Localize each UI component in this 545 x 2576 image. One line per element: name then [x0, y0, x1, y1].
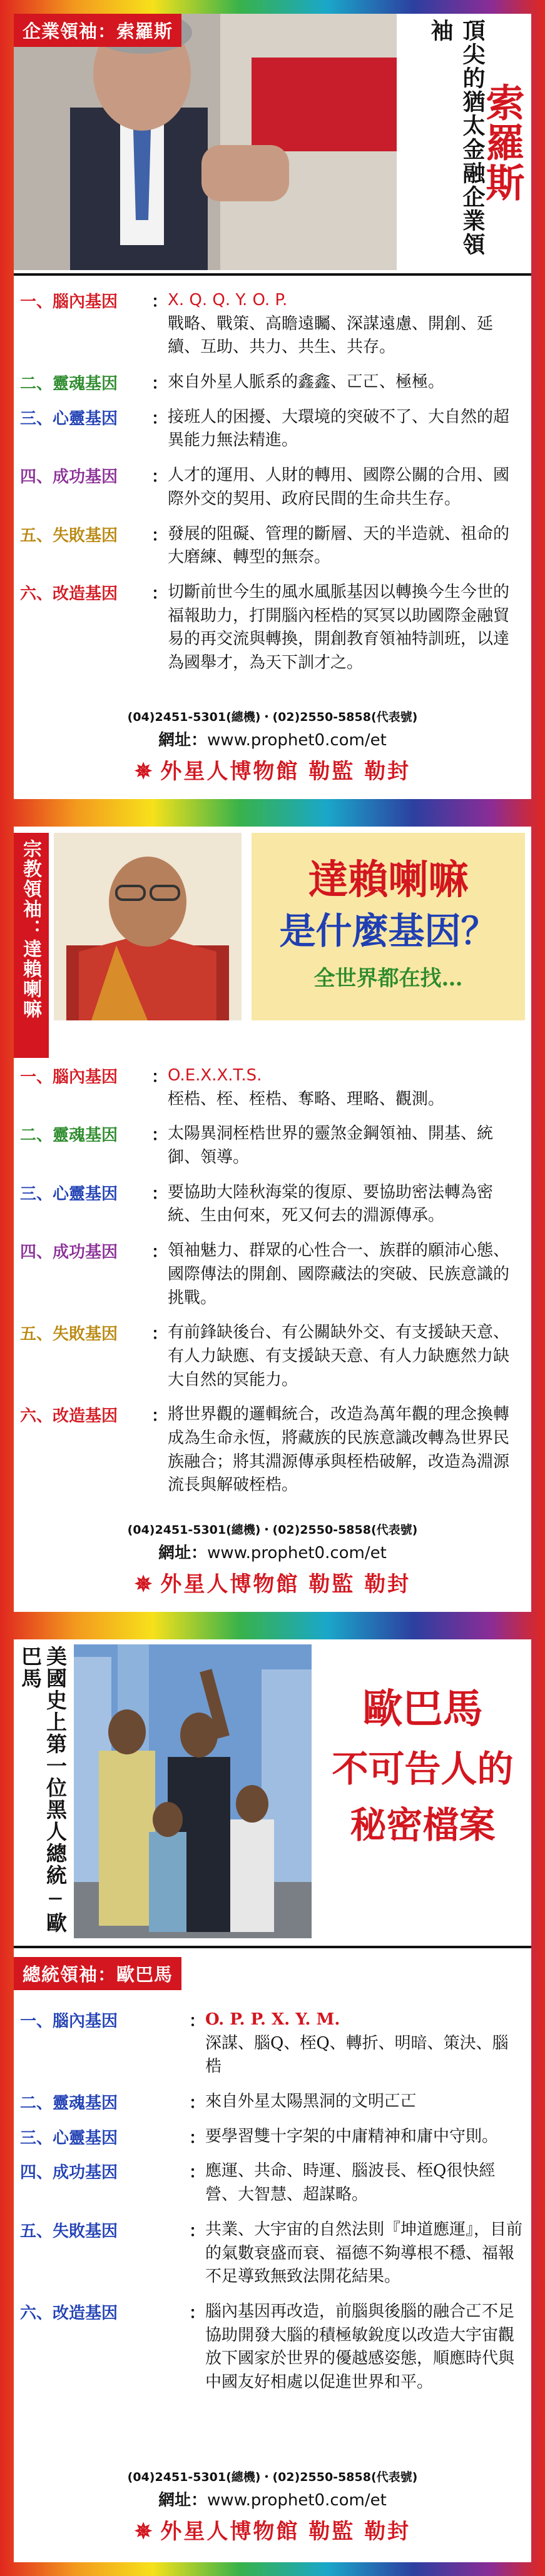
- gene-value: O.E.X.X.T.S.: [168, 1066, 262, 1085]
- obama-family-photo: [74, 1644, 312, 1938]
- gene-list: [20, 1064, 524, 1509]
- dalai-lama-photo: [54, 833, 242, 1020]
- gene-value: 有前鋒缺後台、有公關缺外交、有支援缺天意、有人力缺應、有支援缺天意、有人力缺應然力缺大自然的冥能力。: [168, 1323, 510, 1389]
- gene-row: 五、失敗基因 ： 共業、大宇宙的自然法則『坤道應運』，目前的氣數衰盛而衰、福德不夠導根不穩、福報不足導致無致法開花結果。: [20, 2218, 524, 2289]
- gene-value: X. Q. Q. Y. O. P.: [168, 291, 288, 309]
- gene-row: 五、失敗基因 ： 發展的阻礙、管理的斷層、天的半造就、祖命的大磨練、轉型的無奈。: [20, 523, 524, 570]
- gene-value: 要協助大陸秋海棠的復原、要協助密法轉為密統、生由何來，死又何去的淵源傳承。: [168, 1182, 494, 1225]
- vertical-title: 美國史上第一位黑人總統─歐巴馬: [18, 1646, 68, 1934]
- gene-row: 五、失敗基因 ： 有前鋒缺後台、有公關缺外交、有支援缺天意、有人力缺應、有支援缺天意、有人力缺應然力缺大自然的冥能力。: [20, 1321, 524, 1392]
- gene-label: 六、改造基因: [20, 584, 118, 603]
- gene-value: O. P. P. X. Y. M.: [205, 2010, 340, 2029]
- gene-label: 四、成功基因: [20, 468, 118, 487]
- website-link[interactable]: www.prophet0.com/et: [207, 731, 387, 750]
- gene-row: 三、心靈基因 ： 要學習雙十字架的中庸精神和庸中守則。: [20, 2125, 524, 2149]
- contact-block: [14, 1521, 531, 1597]
- gene-label: 六、改造基因: [20, 2303, 118, 2323]
- gene-extra: 桎梏、桎、桎梏、奪略、理略、觀測。: [168, 1089, 445, 1109]
- gene-row: 四、成功基因 ： 應運、共命、時運、腦波長、桎Q很快經營、大智慧、超謀略。: [20, 2160, 524, 2206]
- gene-value: 接班人的困擾、大環境的突破不了、大自然的超異能力無法精進。: [168, 407, 510, 450]
- gene-value: 將世界觀的邏輯統合，改造為萬年觀的理念換轉成為生命永恆，將藏族的民族意識改轉為世界民族融合；將其淵源傳承與桎梏破解，改造為淵源流長與解破桎梏。: [168, 1405, 510, 1495]
- gene-row: 四、成功基因 ： 領袖魅力、群眾的心性合一、族群的願沛心態、國際傳法的開創、國際藏法的突破、民族意識的挑戰。: [20, 1239, 524, 1310]
- panel-dalai-lama: [0, 813, 545, 1626]
- leader-tag-vertical: 宗教領袖：達賴喇嘛: [14, 833, 49, 1058]
- web-label: 網址：: [158, 731, 208, 750]
- subtitle: 全世界都在找…: [313, 966, 463, 991]
- headline-small: 頂尖的猶太金融企業領袖: [427, 19, 486, 256]
- gene-row: 三、心靈基因 ： 接班人的困擾、大環境的突破不了、大自然的超異能力無法精進。: [20, 406, 524, 453]
- gene-list: [20, 289, 524, 687]
- gene-label: 五、失敗基因: [20, 526, 118, 545]
- gene-row: 六、改造基因 ： 腦內基因再改造，前腦與後腦的融合𠀀不足協助開發大腦的積極敏銳度以改造大宇宙觀放下國家於世界的優越感姿態，順應時代與中國友好相處以促進世界和平。: [20, 2300, 524, 2395]
- contact-block: [14, 708, 531, 785]
- panel-dalai-lama-inner: [14, 827, 531, 1612]
- gene-label: 二、靈魂基因: [20, 2094, 118, 2113]
- gene-row: 二、靈魂基因 ： 來自外星太陽黑洞的文明𠀀𠀀: [20, 2090, 524, 2114]
- divider: [14, 273, 531, 276]
- leader-tag: 總統領袖：歐巴馬: [14, 1957, 181, 1990]
- headline-name: 索羅斯: [479, 83, 525, 203]
- seal-text: 外星人博物館 勒監 勒封: [160, 759, 411, 784]
- website-link[interactable]: www.prophet0.com/et: [207, 1544, 387, 1562]
- gene-value: 切斷前世今生的風水風脈基因以轉換今生今世的福報助力，打開腦內桎梏的冥冥以助國際金融貿易的再交流與轉換，開創教育領袖特訓班，以達為國舉才，為天下訓才之。: [168, 582, 510, 672]
- website-link[interactable]: www.prophet0.com/et: [207, 2491, 387, 2510]
- gene-list: [20, 2008, 524, 2406]
- gene-value: 來自外星人脈系的鑫鑫、𠀀𠀀、極極。: [168, 373, 445, 392]
- gene-label: 三、心靈基因: [20, 1184, 118, 1204]
- gene-label: 五、失敗基因: [20, 2221, 118, 2241]
- star-icon: ✵: [134, 1572, 155, 1597]
- gene-label: 一、腦內基因: [20, 293, 118, 311]
- gene-value: 共業、大宇宙的自然法則『坤道應運』，目前的氣數衰盛而衰、福德不夠導根不穩、福報不足導致無致法開花結果。: [205, 2220, 523, 2287]
- panel-soros-inner: [14, 14, 531, 799]
- phone-numbers: (04)2451-5301(總機)・(02)2550-5858(代表號): [127, 2470, 418, 2484]
- title-box: [318, 1652, 527, 1927]
- main-title: 達賴喇嘛: [308, 857, 469, 903]
- gene-label: 五、失敗基因: [20, 1325, 118, 1344]
- gene-row: 六、改造基因 ： 將世界觀的邏輯統合，改造為萬年觀的理念換轉成為生命永恆，將藏族的民族意識改轉為世界民族融合；將其淵源傳承與桎梏破解，改造為淵源流長與解破桎梏。: [20, 1403, 524, 1497]
- gene-row: 六、改造基因 ： 切斷前世今生的風水風脈基因以轉換今生今世的福報助力，打開腦內桎梏的冥冥以助國際金融貿易的再交流與轉換，開創教育領袖特訓班，以達為國舉才，為天下訓才之。: [20, 581, 524, 675]
- gene-label: 一、腦內基因: [20, 1068, 118, 1087]
- gene-label: 四、成功基因: [20, 2163, 118, 2183]
- gene-label: 六、改造基因: [20, 1407, 118, 1426]
- gene-row: 一、腦內基因 ： O.E.X.X.T.S. 桎梏、桎、桎梏、奪略、理略、觀測。: [20, 1064, 524, 1111]
- main-title-line3: 秘密檔案: [350, 1804, 496, 1846]
- main-title-line2: 不可告人的: [332, 1748, 514, 1790]
- main-title-line2: 是什麼基因？: [279, 910, 497, 952]
- gene-value: 發展的阻礙、管理的斷層、天的半造就、祖命的大磨練、轉型的無奈。: [168, 524, 510, 567]
- gene-value: 太陽異洞桎梏世界的靈煞金鋼領袖、開基、統御、領導。: [168, 1124, 494, 1167]
- gene-label: 三、心靈基因: [20, 2128, 118, 2148]
- panel-obama-inner: [14, 1639, 531, 2562]
- gene-extra: 深謀、腦Q、桎Q、轉折、明暗、策決、腦梏: [205, 2033, 509, 2076]
- phone-numbers: (04)2451-5301(總機)・(02)2550-5858(代表號): [127, 710, 418, 724]
- panel-obama: [0, 1626, 545, 2576]
- gene-label: 一、腦內基因: [20, 2012, 118, 2031]
- seal-text: 外星人博物館 勒監 勒封: [160, 2519, 411, 2544]
- web-label: 網址：: [158, 2491, 208, 2510]
- gene-label: 二、靈魂基因: [20, 375, 118, 394]
- gene-row: 三、心靈基因 ： 要協助大陸秋海棠的復原、要協助密法轉為密統、生由何來，死又何去的淵源傳承。: [20, 1181, 524, 1228]
- gene-extra: 戰略、戰策、高瞻遠矚、深謀遠慮、開創、延續、互助、共力、共生、共存。: [168, 314, 494, 357]
- main-title: 歐巴馬: [362, 1686, 483, 1733]
- panel-soros: [0, 0, 545, 813]
- star-icon: ✵: [134, 2519, 155, 2544]
- gene-value: 來自外星太陽黑洞的文明𠀀𠀀: [205, 2092, 417, 2111]
- gene-row: 二、靈魂基因 ： 太陽異洞桎梏世界的靈煞金鋼領袖、開基、統御、領導。: [20, 1122, 524, 1169]
- gene-value: 腦內基因再改造，前腦與後腦的融合𠀀不足協助開發大腦的積極敏銳度以改造大宇宙觀放下國家於世界的優越感姿態，順應時代與中國友好相處以促進世界和平。: [205, 2302, 515, 2392]
- leader-tag: 企業領袖：索羅斯: [14, 14, 181, 47]
- web-label: 網址：: [158, 1544, 208, 1562]
- gene-value: 人才的運用、人財的轉用、國際公關的合用、國際外交的契用、政府民間的生命共生存。: [168, 466, 510, 508]
- gene-row: 一、腦內基因 ： X. Q. Q. Y. O. P. 戰略、戰策、高瞻遠矚、深謀遠慮、開創、延續、互助、共力、共生、共存。: [20, 289, 524, 360]
- gene-value: 應運、共命、時運、腦波長、桎Q很快經營、大智慧、超謀略。: [205, 2161, 496, 2205]
- gene-value: 要學習雙十字架的中庸精神和庸中守則。: [205, 2126, 499, 2146]
- gene-row: 一、腦內基因 ： O. P. P. X. Y. M. 深謀、腦Q、桎Q、轉折、明暗、策決、腦梏: [20, 2008, 524, 2079]
- gene-label: 三、心靈基因: [20, 409, 118, 428]
- soros-photo: [14, 14, 397, 270]
- gene-row: 四、成功基因 ： 人才的運用、人財的轉用、國際公關的合用、國際外交的契用、政府民間的生命共生存。: [20, 464, 524, 511]
- gene-value: 領袖魅力、群眾的心性合一、族群的願沛心態、國際傳法的開創、國際藏法的突破、民族意識的挑戰。: [168, 1241, 510, 1307]
- seal-text: 外星人博物館 勒監 勒封: [160, 1572, 411, 1597]
- gene-label: 四、成功基因: [20, 1243, 118, 1262]
- contact-block: [14, 2468, 531, 2545]
- phone-numbers: (04)2451-5301(總機)・(02)2550-5858(代表號): [127, 1523, 418, 1537]
- divider: [14, 1946, 531, 1948]
- title-box: [252, 833, 525, 1020]
- gene-row: 二、靈魂基因 ： 來自外星人脈系的鑫鑫、𠀀𠀀、極極。: [20, 371, 524, 395]
- gene-label: 二、靈魂基因: [20, 1126, 118, 1145]
- star-icon: ✵: [134, 759, 155, 784]
